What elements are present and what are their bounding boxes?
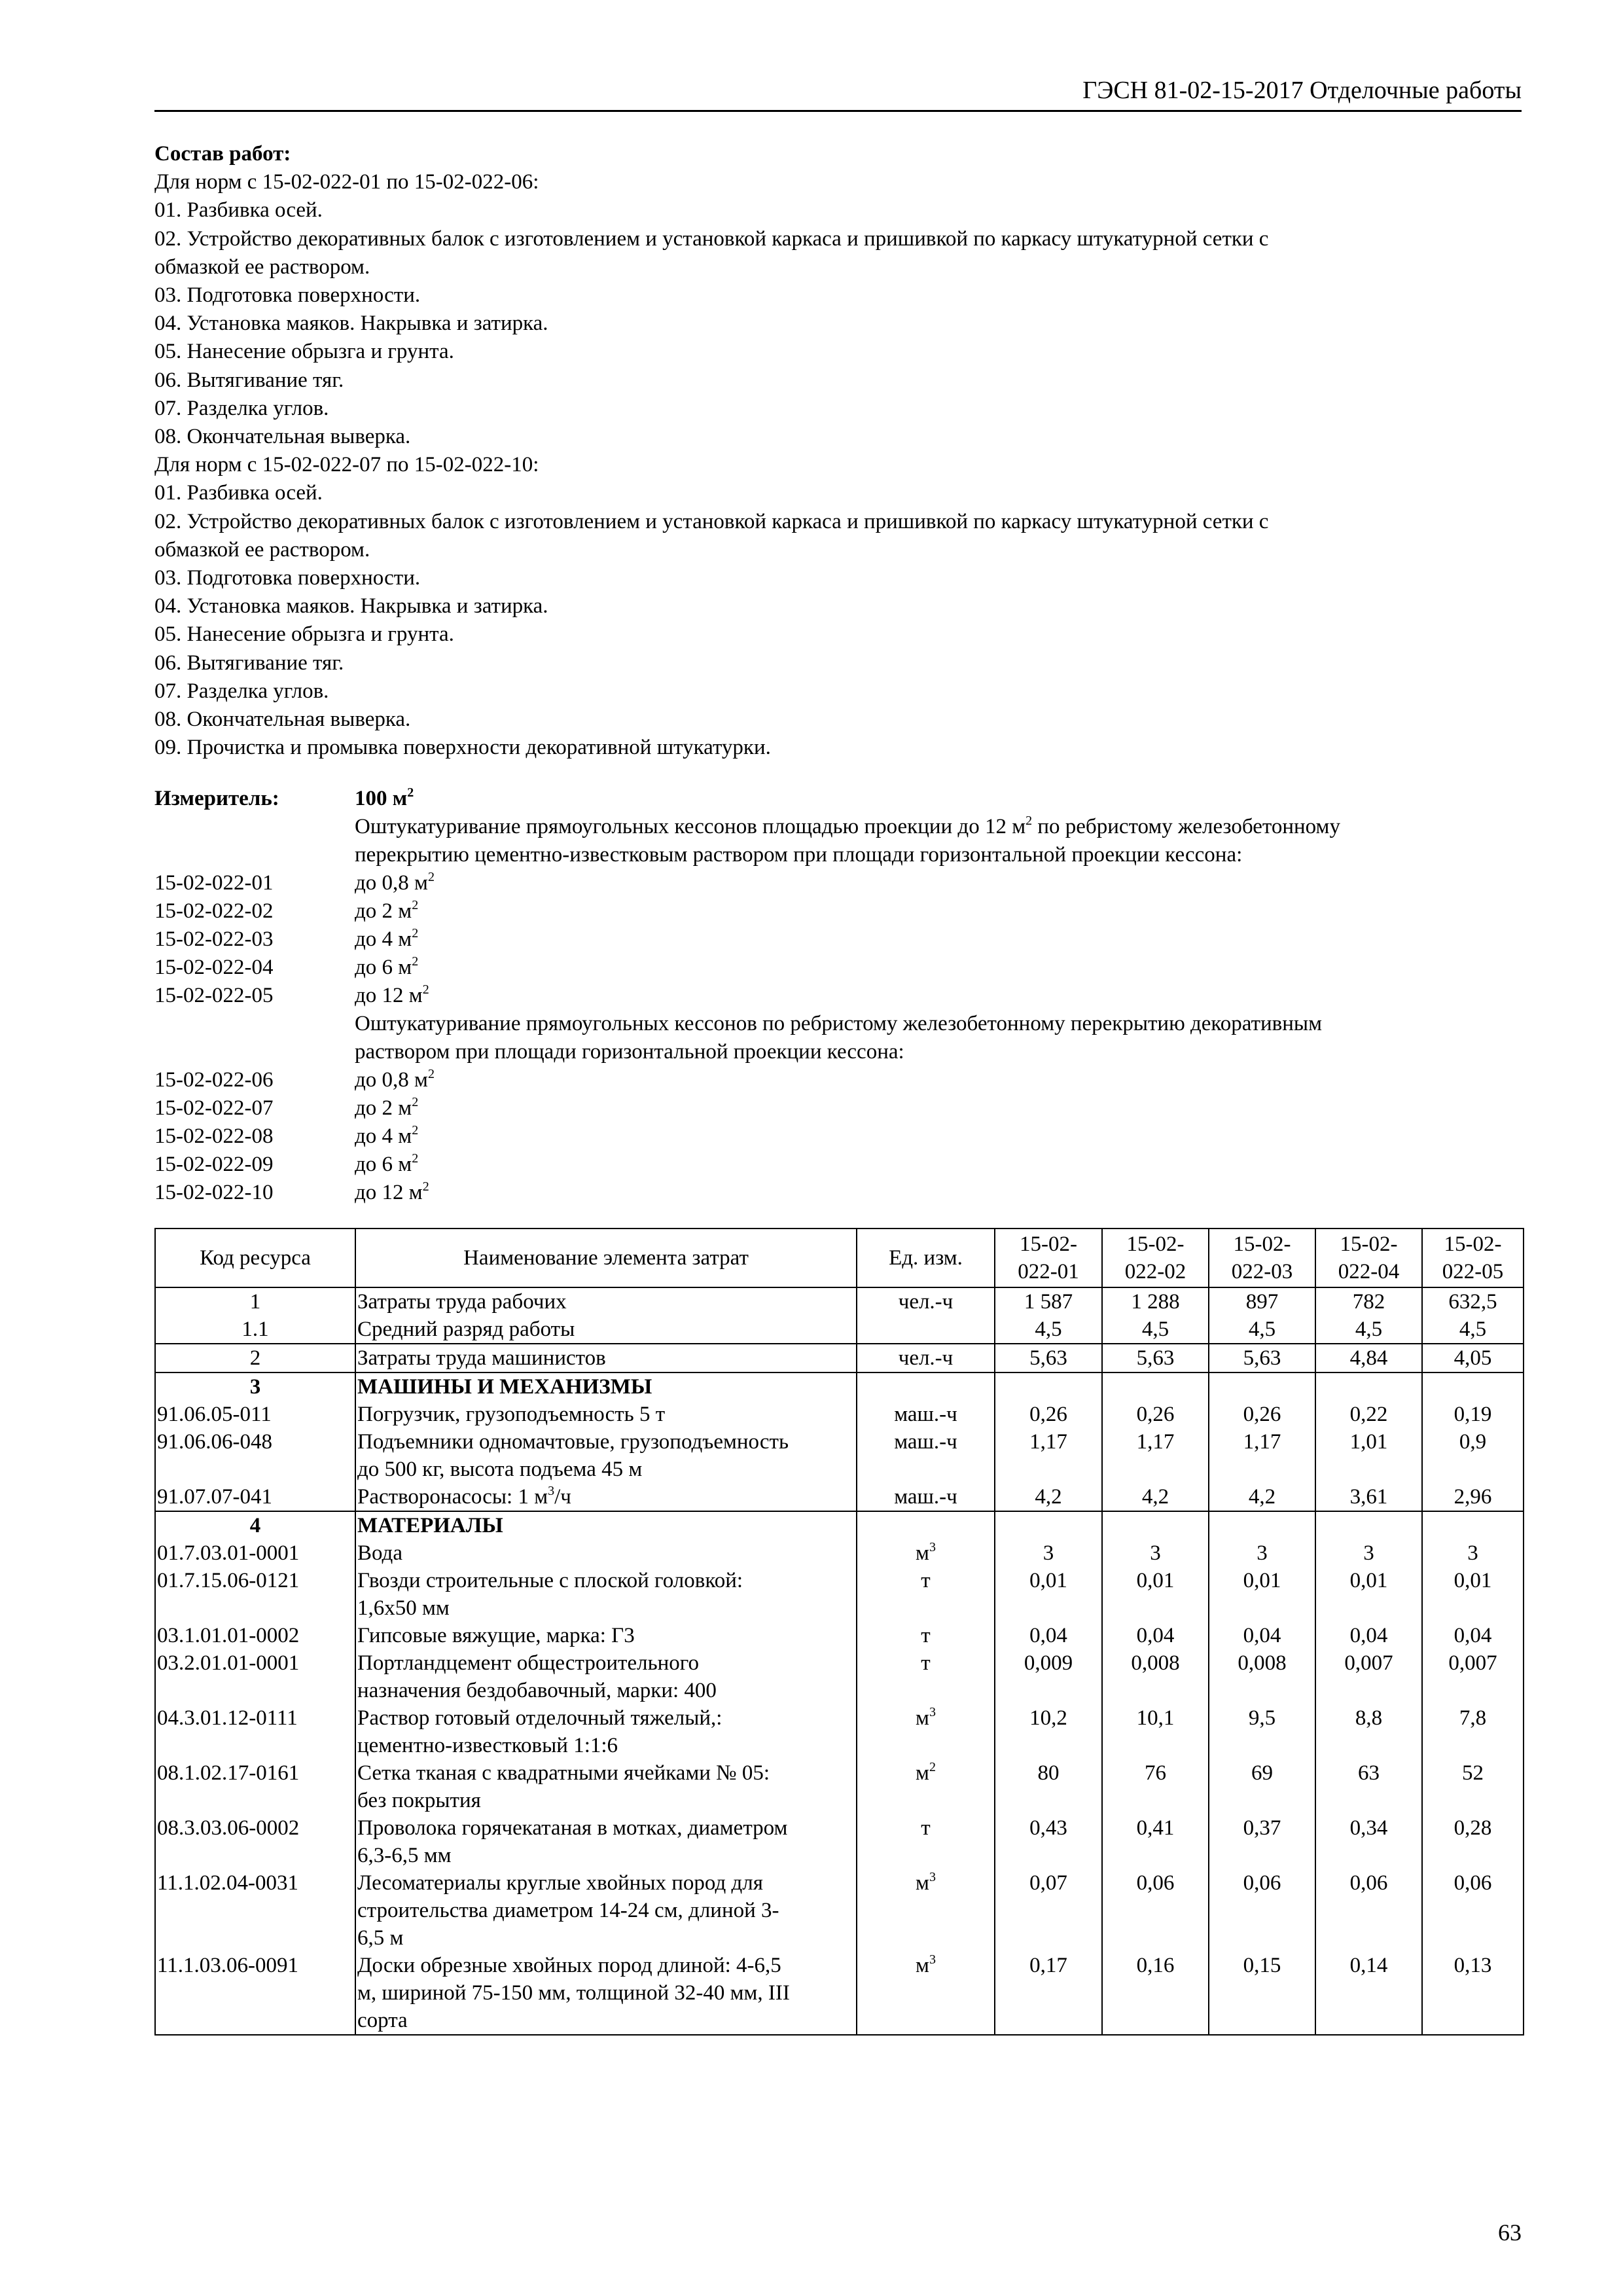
table-cell: 0,22	[1315, 1401, 1422, 1428]
table-cell	[857, 1511, 995, 1539]
table-cell: т	[857, 1649, 995, 1704]
table-cell: 4,5	[1209, 1316, 1315, 1344]
table-cell: $м^2$	[857, 1759, 995, 1814]
table-cell: 01.7.03.01-0001	[155, 1539, 355, 1567]
group1-items	[154, 869, 1522, 1010]
table-cell: 03.1.01.01-0002	[155, 1622, 355, 1649]
table-cell: 0,01	[995, 1567, 1102, 1622]
composition-line: обмазкой ее раствором.	[154, 255, 370, 279]
norm-code: 15-02-022-03	[154, 927, 274, 951]
composition-list	[154, 168, 1522, 762]
table-cell: 10,1	[1102, 1704, 1209, 1759]
norm-code: 15-02-022-05	[154, 984, 274, 1007]
table-cell: 91.06.05-011	[155, 1401, 355, 1428]
table-row	[155, 1483, 1524, 1511]
table-cell: 0,43	[995, 1814, 1102, 1869]
norm-code: 15-02-022-01	[154, 871, 274, 895]
table-cell	[1209, 1511, 1315, 1539]
composition-line: 04. Установка маяков. Накрывка и затирка.	[154, 312, 548, 336]
table-cell: 4,84	[1315, 1344, 1422, 1372]
table-row	[155, 1428, 1524, 1483]
table-row	[155, 1539, 1524, 1567]
table-cell: 0,008	[1102, 1649, 1209, 1704]
table-cell: 4,5	[1102, 1316, 1209, 1344]
composition-line: Для норм с 15-02-022-01 по 15-02-022-06:	[154, 170, 539, 194]
table-cell: маш.-ч	[857, 1483, 995, 1511]
norm-code: 15-02-022-09	[154, 1153, 274, 1176]
table-cell: МАШИНЫ И МЕХАНИЗМЫ	[355, 1372, 857, 1401]
table-cell: Доски обрезные хвойных пород длиной: 4-6,5 м, шириной 75-150 мм, толщиной 32-40 мм, III сорта	[355, 1952, 857, 2035]
page-header	[154, 73, 1522, 112]
table-cell: 03.2.01.01-0001	[155, 1649, 355, 1704]
table-cell: $м^3$	[857, 1869, 995, 1952]
page-number: 63	[1498, 2219, 1522, 2246]
table-cell: 0,06	[1209, 1869, 1315, 1952]
table-cell	[995, 1372, 1102, 1401]
table-cell: 5,63	[1102, 1344, 1209, 1372]
norm-item	[154, 954, 1522, 982]
norm-item	[154, 1122, 1522, 1151]
table-cell: 4,5	[995, 1316, 1102, 1344]
table-cell: 11.1.03.06-0091	[155, 1952, 355, 2035]
norm-code: 15-02-022-04	[154, 956, 274, 979]
norm-item	[154, 925, 1522, 954]
table-cell: 0,007	[1315, 1649, 1422, 1704]
table-cell: Подъемники одномачтовые, грузоподъемность до 500 кг, высота подъема 45 м	[355, 1428, 857, 1483]
table-cell: 0,008	[1209, 1649, 1315, 1704]
norm-item	[154, 1094, 1522, 1122]
composition-line: 03. Подготовка поверхности.	[154, 566, 421, 590]
norm-item	[154, 1151, 1522, 1179]
composition-line: 05. Нанесение обрызга и грунта.	[154, 340, 454, 364]
work-composition	[154, 140, 1522, 762]
table-cell: т	[857, 1622, 995, 1649]
table-cell: 3	[155, 1372, 355, 1401]
table-cell	[1209, 1372, 1315, 1401]
table-cell: чел.-ч	[857, 1287, 995, 1316]
table-cell: Раствор готовый отделочный тяжелый,: цементно-известковый 1:1:6	[355, 1704, 857, 1759]
table-cell: 11.1.02.04-0031	[155, 1869, 355, 1952]
norm-description: до 6 $м^2$	[355, 1151, 419, 1176]
table-cell: 4,2	[1102, 1483, 1209, 1511]
norm-item	[154, 869, 1522, 897]
group1-description-line2: перекрытию цементно-известковым раствором при площади горизонтальной проекции кессона:	[355, 843, 1243, 867]
norm-description: до 2 $м^2$	[355, 898, 419, 923]
table-row	[155, 1649, 1524, 1704]
header-code: Код ресурса	[155, 1229, 355, 1287]
table-cell: Растворонасосы: 1 $м^3/ч$	[355, 1483, 857, 1511]
table-cell: 0,009	[995, 1649, 1102, 1704]
table-cell: $м^3$	[857, 1952, 995, 2035]
header-col-4: 15-02- 022-04	[1315, 1229, 1422, 1287]
group2-items	[154, 1066, 1522, 1207]
table-cell: 1 288	[1102, 1287, 1209, 1316]
table-cell: 5,63	[995, 1344, 1102, 1372]
table-cell: 9,5	[1209, 1704, 1315, 1759]
table-cell: маш.-ч	[857, 1401, 995, 1428]
table-cell: $м^3$	[857, 1539, 995, 1567]
table-cell: 0,06	[1422, 1869, 1524, 1952]
resource-table	[154, 1228, 1524, 2036]
meter-label: Измеритель:	[154, 787, 279, 810]
table-cell: 08.3.03.06-0002	[155, 1814, 355, 1869]
norm-description: до 2 $м^2$	[355, 1095, 419, 1120]
composition-line: 04. Установка маяков. Накрывка и затирка.	[154, 594, 548, 619]
composition-line: обмазкой ее раствором.	[154, 537, 370, 562]
table-cell: 0,13	[1422, 1952, 1524, 2035]
table-cell: 1,17	[1209, 1428, 1315, 1483]
norm-description: до 4 $м^2$	[355, 1123, 419, 1148]
table-cell: 1,17	[1102, 1428, 1209, 1483]
composition-line: 06. Вытягивание тяг.	[154, 368, 344, 392]
table-cell: 4,2	[1209, 1483, 1315, 1511]
table-cell: 0,04	[1422, 1622, 1524, 1649]
table-cell: 3	[1315, 1539, 1422, 1567]
table-cell: маш.-ч	[857, 1428, 995, 1483]
table-cell: 1	[155, 1287, 355, 1316]
composition-line: 08. Окончательная выверка.	[154, 425, 411, 449]
table-cell: 0,04	[1315, 1622, 1422, 1649]
table-cell: Лесоматериалы круглые хвойных пород для строительства диаметром 14-24 см, длиной 3- 6,5 м	[355, 1869, 857, 1952]
table-cell: 0,04	[995, 1622, 1102, 1649]
table-cell: 69	[1209, 1759, 1315, 1814]
table-cell	[1315, 1511, 1422, 1539]
composition-line: 03. Подготовка поверхности.	[154, 283, 421, 308]
table-cell: 52	[1422, 1759, 1524, 1814]
composition-line: 07. Разделка углов.	[154, 679, 329, 703]
table-cell: 4,05	[1422, 1344, 1524, 1372]
norm-description: до 0,8 $м^2$	[355, 870, 435, 895]
table-cell: 1,17	[995, 1428, 1102, 1483]
table-cell: 632,5	[1422, 1287, 1524, 1316]
table-cell	[1102, 1372, 1209, 1401]
norm-code: 15-02-022-10	[154, 1181, 274, 1204]
table-cell: 0,01	[1315, 1567, 1422, 1622]
table-cell: 0,16	[1102, 1952, 1209, 2035]
table-cell: 2,96	[1422, 1483, 1524, 1511]
table-row	[155, 1316, 1524, 1344]
norm-description: до 6 $м^2$	[355, 954, 419, 979]
table-cell: 0,37	[1209, 1814, 1315, 1869]
norm-description: до 0,8 $м^2$	[355, 1067, 435, 1092]
table-cell: 04.3.01.12-0111	[155, 1704, 355, 1759]
table-cell: $м^3$	[857, 1704, 995, 1759]
table-cell: 0,06	[1315, 1869, 1422, 1952]
table-cell: 7,8	[1422, 1704, 1524, 1759]
table-row	[155, 1759, 1524, 1814]
table-row	[155, 1344, 1524, 1372]
table-row	[155, 1814, 1524, 1869]
table-cell: 5,63	[1209, 1344, 1315, 1372]
table-cell: 0,06	[1102, 1869, 1209, 1952]
table-cell: 782	[1315, 1287, 1422, 1316]
table-cell: 0,04	[1102, 1622, 1209, 1649]
norm-description: до 12 $м^2$	[355, 1179, 429, 1204]
table-cell: Средний разряд работы	[355, 1316, 857, 1344]
table-cell: Портландцемент общестроительного назначения бездобавочный, марки: 400	[355, 1649, 857, 1704]
table-cell	[1422, 1372, 1524, 1401]
table-cell: 4	[155, 1511, 355, 1539]
header-name: Наименование элемента затрат	[355, 1229, 857, 1287]
norm-code: 15-02-022-07	[154, 1096, 274, 1120]
norm-item	[154, 897, 1522, 925]
table-cell: 0,26	[995, 1401, 1102, 1428]
norm-code: 15-02-022-06	[154, 1068, 274, 1092]
table-cell: 3	[1102, 1539, 1209, 1567]
table-cell: 4,5	[1315, 1316, 1422, 1344]
header-col-1: 15-02- 022-01	[995, 1229, 1102, 1287]
table-row	[155, 1401, 1524, 1428]
norm-item	[154, 982, 1522, 1010]
section-row-machines	[155, 1372, 1524, 1401]
meter-unit: 100 $м^2$	[355, 785, 414, 810]
table-cell: 897	[1209, 1287, 1315, 1316]
composition-line: 08. Окончательная выверка.	[154, 708, 411, 732]
table-cell: 10,2	[995, 1704, 1102, 1759]
table-cell: МАТЕРИАЛЫ	[355, 1511, 857, 1539]
composition-line: 01. Разбивка осей.	[154, 481, 323, 505]
table-cell: Проволока горячекатаная в мотках, диаметром 6,3-6,5 мм	[355, 1814, 857, 1869]
table-cell: 0,26	[1209, 1401, 1315, 1428]
meter-block	[154, 785, 1522, 1207]
table-cell: 0,07	[995, 1869, 1102, 1952]
table-cell	[1422, 1511, 1524, 1539]
table-cell: чел.-ч	[857, 1344, 995, 1372]
table-header-row	[155, 1229, 1524, 1287]
table-cell	[857, 1316, 995, 1344]
table-cell: 0,14	[1315, 1952, 1422, 2035]
table-cell: 01.7.15.06-0121	[155, 1567, 355, 1622]
table-cell: 3	[995, 1539, 1102, 1567]
table-cell: 3	[1422, 1539, 1524, 1567]
composition-title: Состав работ:	[154, 142, 291, 166]
table-cell	[1102, 1511, 1209, 1539]
norm-code: 15-02-022-02	[154, 899, 274, 923]
document-title: ГЭСН 81-02-15-2017 Отделочные работы	[1082, 77, 1522, 104]
table-row	[155, 1952, 1524, 2035]
composition-line: 02. Устройство декоративных балок с изготовлением и установкой каркаса и пришивкой по каркасу штукатурной сетки с	[154, 509, 1269, 533]
table-cell: 0,34	[1315, 1814, 1422, 1869]
header-unit: Ед. изм.	[857, 1229, 995, 1287]
composition-line: 09. Прочистка и промывка поверхности декоративной штукатурки.	[154, 736, 771, 760]
table-row	[155, 1622, 1524, 1649]
group1-description-line1: Оштукатуривание прямоугольных кессонов площадью проекции до 12 $м^2$ по ребристому железобетонному	[355, 814, 1340, 838]
table-cell: 91.06.06-048	[155, 1428, 355, 1483]
table-cell: 1,01	[1315, 1428, 1422, 1483]
table-cell: 08.1.02.17-0161	[155, 1759, 355, 1814]
table-cell: Гипсовые вяжущие, марка: Г3	[355, 1622, 857, 1649]
table-cell: 3,61	[1315, 1483, 1422, 1511]
table-cell: Погрузчик, грузоподъемность 5 т	[355, 1401, 857, 1428]
composition-line: 07. Разделка углов.	[154, 396, 329, 420]
table-cell: 0,04	[1209, 1622, 1315, 1649]
table-cell: 0,17	[995, 1952, 1102, 2035]
composition-line: 01. Разбивка осей.	[154, 198, 323, 223]
table-cell: Сетка тканая с квадратными ячейками № 05: без покрытия	[355, 1759, 857, 1814]
norm-description: до 12 $м^2$	[355, 982, 429, 1007]
table-cell: 4,5	[1422, 1316, 1524, 1344]
table-cell	[995, 1511, 1102, 1539]
table-row	[155, 1287, 1524, 1316]
header-col-2: 15-02- 022-02	[1102, 1229, 1209, 1287]
table-cell	[1315, 1372, 1422, 1401]
table-cell: 1 587	[995, 1287, 1102, 1316]
table-cell: 0,01	[1102, 1567, 1209, 1622]
table-cell: 91.07.07-041	[155, 1483, 355, 1511]
section-row-materials	[155, 1511, 1524, 1539]
table-cell: т	[857, 1814, 995, 1869]
table-cell: 0,26	[1102, 1401, 1209, 1428]
table-cell: 0,01	[1422, 1567, 1524, 1622]
table-cell: 0,28	[1422, 1814, 1524, 1869]
table-row	[155, 1567, 1524, 1622]
norm-code: 15-02-022-08	[154, 1124, 274, 1148]
group2-description-line2: раствором при площади горизонтальной проекции кессона:	[355, 1040, 904, 1064]
table-cell: 0,9	[1422, 1428, 1524, 1483]
table-cell: 80	[995, 1759, 1102, 1814]
table-cell: Вода	[355, 1539, 857, 1567]
composition-line: Для норм с 15-02-022-07 по 15-02-022-10:	[154, 453, 539, 477]
norm-description: до 4 $м^2$	[355, 926, 419, 951]
table-cell: Затраты труда рабочих	[355, 1287, 857, 1316]
norm-item	[154, 1179, 1522, 1207]
table-cell: 0,007	[1422, 1649, 1524, 1704]
table-cell: 63	[1315, 1759, 1422, 1814]
composition-line: 02. Устройство декоративных балок с изготовлением и установкой каркаса и пришивкой по каркасу штукатурной сетки с	[154, 226, 1269, 251]
table-cell: 3	[1209, 1539, 1315, 1567]
composition-line: 05. Нанесение обрызга и грунта.	[154, 622, 454, 647]
table-cell: т	[857, 1567, 995, 1622]
table-row	[155, 1869, 1524, 1952]
table-cell: 76	[1102, 1759, 1209, 1814]
table-row	[155, 1704, 1524, 1759]
table-cell: 0,01	[1209, 1567, 1315, 1622]
table-cell: Гвозди строительные с плоской головкой: 1,6x50 мм	[355, 1567, 857, 1622]
table-cell: 4,2	[995, 1483, 1102, 1511]
table-cell: Затраты труда машинистов	[355, 1344, 857, 1372]
group2-description-line1: Оштукатуривание прямоугольных кессонов по ребристому железобетонному перекрытию декоративным	[355, 1012, 1322, 1035]
table-cell: 2	[155, 1344, 355, 1372]
header-col-3: 15-02- 022-03	[1209, 1229, 1315, 1287]
table-cell: 8,8	[1315, 1704, 1422, 1759]
table-cell: 0,41	[1102, 1814, 1209, 1869]
table-cell: 0,15	[1209, 1952, 1315, 2035]
table-cell	[857, 1372, 995, 1401]
norm-item	[154, 1066, 1522, 1094]
table-cell: 1.1	[155, 1316, 355, 1344]
header-col-5: 15-02- 022-05	[1422, 1229, 1524, 1287]
composition-line: 06. Вытягивание тяг.	[154, 651, 344, 675]
table-cell: 0,19	[1422, 1401, 1524, 1428]
